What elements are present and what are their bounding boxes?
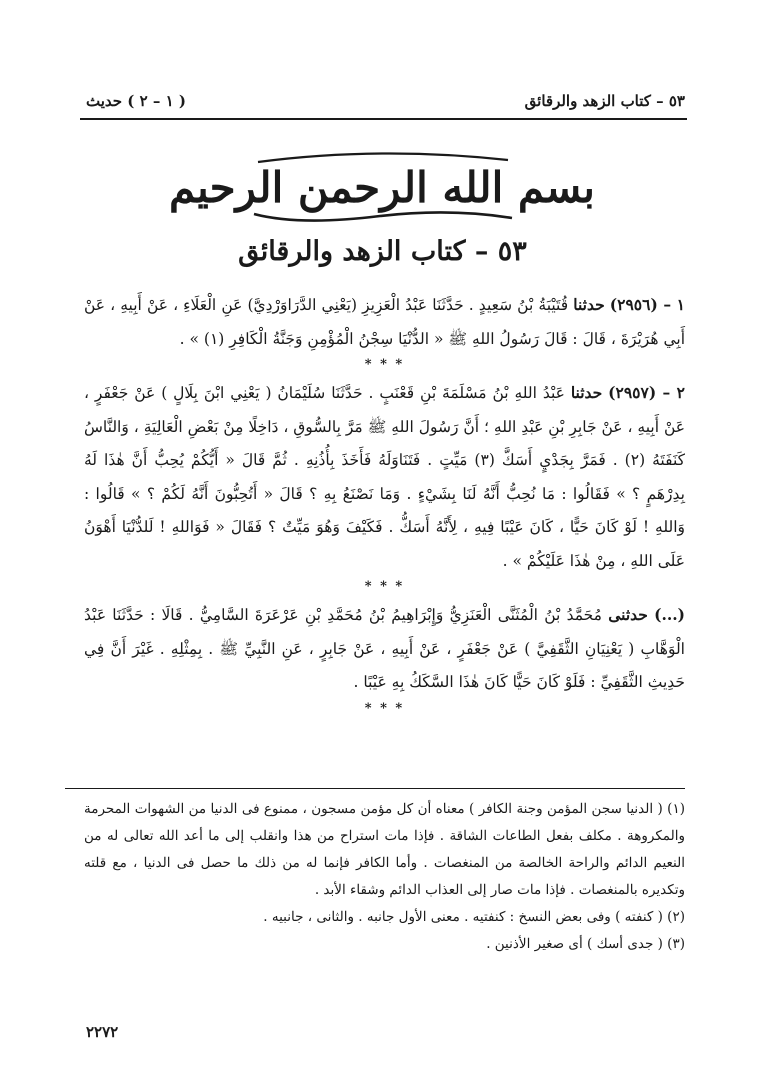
footnotes	[84, 796, 685, 958]
basmala-svg	[169, 142, 595, 228]
hadith-content	[84, 288, 685, 720]
header-rule	[80, 118, 687, 120]
hadith-text: عَبْدُ اللهِ بْنُ مَسْلَمَةَ بْنِ قَعْنَبٍ . حَدَّثَنَا سُلَيْمَانُ ( يَعْنِي ابْنَ بِلَالٍ ) عَنْ جَعْفَرٍ ، عَنْ أَبِيهِ ، عَنْ جَابِرِ بْنِ عَبْدِ اللهِ ؛ أَنَّ رَسُولَ اللهِ ﷺ مَرَّ بِالسُّوقِ ، دَاخِلًا مِنْ بَعْضِ الْعَالِيَةِ ، وَالنَّاسُ كَنَفَتَهُ (٢) . فَمَرَّ بِجَدْيٍ أَسَكَّ (٣) مَيِّتٍ . فَتَنَاوَلَهُ فَأَخَذَ بِأُذُنِهِ . ثُمَّ قَالَ « أَيُّكُمْ يُحِبُّ أَنَّ هٰذَا لَهُ بِدِرْهَمٍ ؟ » فَقَالُوا : مَا نُحِبُّ أَنَّهُ لَنَا بِشَيْءٍ . وَمَا نَصْنَعُ بِهِ ؟ قَالَ « أَتُحِبُّونَ أَنَّهُ لَكُمْ ؟ » قَالُوا : وَاللهِ ! لَوْ كَانَ حَيًّا ، كَانَ عَيْبًا فِيهِ ، لِأَنَّهُ أَسَكُّ . فَكَيْفَ وَهُوَ مَيِّتٌ ؟ فَقَالَ « فَوَاللهِ ! لَلدُّنْيَا أَهْوَنُ عَلَى اللهِ ، مِنْ هٰذَا عَلَيْكُمْ » .	[84, 384, 685, 570]
separator-stars: * * *	[364, 700, 405, 716]
separator-stars: * * *	[364, 579, 405, 594]
hadith-number: ١ – (٢٩٥٦)	[609, 295, 685, 314]
footnote-1: (١) ( الدنيا سجن المؤمن وجنة الكافر ) معناه أن كل مؤمن مسجون ، ممنوع فى الدنيا من الشهوات المحرمة والمكروهة . مكلف بفعل الطاعات الشاقة . فإذا مات استراح من هذا وانقلب إلى ما أعد الله تعالى له من النعيم الدائم والراحة الخالصة من المنغصات . وأما الكافر فإنما له من ذلك ما حصل فى الدنيا ، مع قلته وتكديره بالمنغصات . فإذا مات صار إلى العذاب الدائم وشقاء الأبد .	[84, 801, 685, 898]
footnote-3: (٣) ( جدى أسك ) أى صغير الأذنين .	[486, 936, 685, 952]
hadith-2	[84, 376, 685, 578]
hadith-text: مُحَمَّدُ بْنُ الْمُثَنَّى الْعَنَزِيُّ وَإِبْرَاهِيمُ بْنُ مُحَمَّدِ بْنِ عَرْعَرَةَ السَّامِيُّ . قَالَا : حَدَّثَنَا عَبْدُ الْوَهَّابِ ( يَعْنِيَانِ الثَّقَفِيَّ ) عَنْ جَعْفَرٍ ، عَنْ أَبِيهِ ، عَنْ جَابِرٍ ، عَنِ النَّبِيِّ ﷺ . بِمِثْلِهِ . غَيْرَ أَنَّ فِي حَدِيثِ الثَّقَفِيِّ : فَلَوْ كَانَ حَيًّا كَانَ هٰذَا السَّكَكُ بِهِ عَيْبًا .	[84, 606, 685, 691]
hadith-intro: حدثنى	[608, 605, 648, 624]
running-header	[86, 92, 685, 114]
footnote-2: (٢) ( كنفته ) وفى بعض النسخ : كنفتيه . معنى الأول جانبه . والثانى ، جانبيه .	[263, 909, 685, 925]
hadith-number: ٢ – (٢٩٥٧)	[608, 383, 685, 402]
separator-stars: * * *	[364, 357, 405, 372]
hadith-text: قُتَيْبَةُ بْنُ سَعِيدٍ . حَدَّثَنَا عَبْدُ الْعَزِيزِ (يَعْنِي الدَّرَاوَرْدِيَّ) عَنِ الْعَلَاءِ ، عَنْ أَبِيهِ ، عَنْ أَبِي هُرَيْرَةَ ، قَالَ : قَالَ رَسُولُ اللهِ ﷺ « الدُّنْيَا سِجْنُ الْمُؤْمِنِ وَجَنَّةُ الْكَافِرِ (١) » .	[84, 296, 685, 348]
basmala-text: بسم الله الرحمن الرحيم	[169, 163, 595, 212]
hadith-intro: حدثنا	[573, 295, 605, 314]
book-title: ٥٣ – كتاب الزهد والرقائق	[238, 236, 527, 267]
calligraphy-top-stroke	[258, 153, 508, 162]
hadith-1	[84, 288, 685, 356]
footnote-rule	[65, 788, 685, 789]
page-number: ٢٢٧٢	[86, 1023, 119, 1041]
hadith-number: (...)	[654, 605, 685, 624]
hadith-intro: حدثنا	[570, 383, 603, 402]
basmala-calligraphy	[169, 142, 595, 228]
running-header-book: ٥٣ – كتاب الزهد والرقائق	[524, 92, 685, 110]
calligraphy-bottom-stroke	[254, 212, 512, 220]
hadith-2-variant	[84, 598, 685, 700]
running-header-hadith-range: ( ١ – ٢ ) حديث	[86, 92, 186, 110]
